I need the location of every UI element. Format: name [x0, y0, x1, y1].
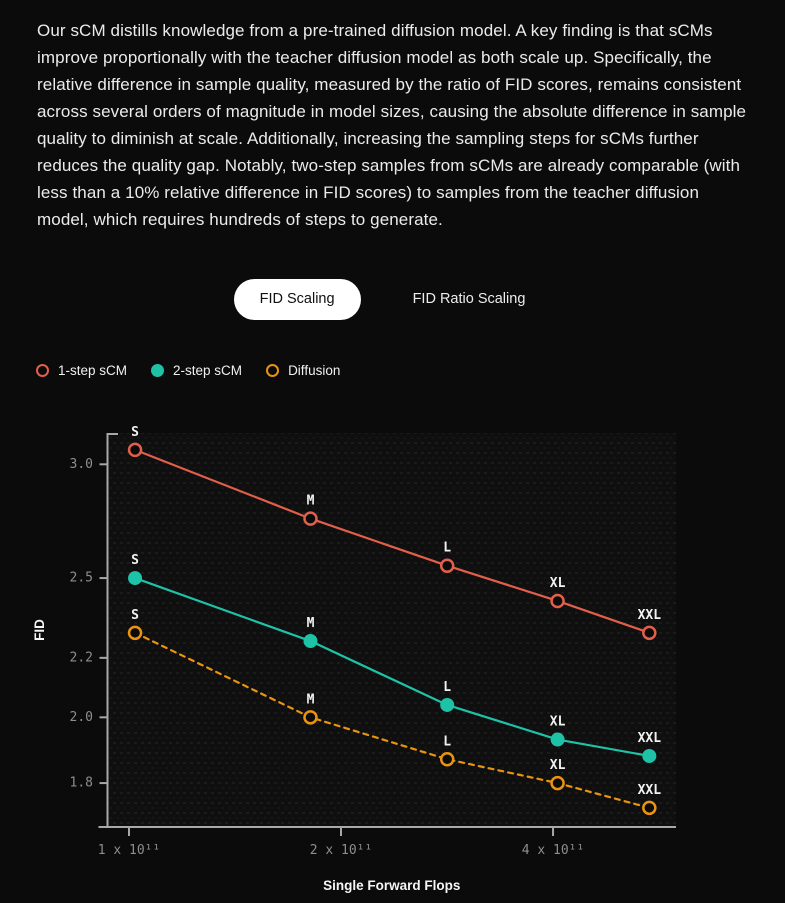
point-label: L	[443, 734, 452, 750]
legend-item-2-step-scm[interactable]	[151, 363, 242, 378]
plot-background	[108, 433, 677, 827]
point-label: S	[131, 607, 139, 623]
x-tick-label: 2 x 10¹¹	[309, 843, 373, 858]
data-point-diffusion-m	[304, 711, 316, 723]
fid-chart-svg	[0, 420, 785, 903]
legend-label-2-step-scm: 2-step sCM	[173, 362, 243, 378]
point-label: M	[306, 692, 315, 708]
legend-marker-1-step-scm-icon	[36, 364, 49, 377]
point-label: XXL	[637, 607, 662, 623]
point-label: M	[306, 493, 315, 509]
data-point-1-step-scm-m	[304, 513, 316, 525]
tab-fid-ratio-scaling[interactable]: FID Ratio Scaling	[387, 279, 552, 320]
point-label: S	[131, 553, 139, 569]
y-axis-title: FID	[32, 619, 47, 641]
y-tick-label: 3.0	[69, 456, 93, 472]
data-point-2-step-scm-s	[128, 571, 142, 585]
data-point-2-step-scm-xl	[551, 733, 565, 747]
data-point-1-step-scm-xl	[552, 595, 564, 607]
point-label: M	[306, 616, 315, 632]
data-point-1-step-scm-xxl	[643, 627, 655, 639]
tab-fid-scaling[interactable]: FID Scaling	[234, 279, 361, 320]
x-axis-title: Single Forward Flops	[323, 878, 461, 893]
legend-marker-2-step-scm-icon	[151, 364, 164, 377]
data-point-1-step-scm-s	[129, 444, 141, 456]
legend-marker-diffusion-icon	[266, 364, 279, 377]
x-tick-label: 4 x 10¹¹	[521, 843, 585, 858]
legend-item-diffusion[interactable]	[266, 363, 340, 378]
y-tick-label: 2.5	[69, 570, 93, 586]
point-label: XXL	[637, 782, 662, 798]
y-tick-label: 2.2	[69, 650, 93, 666]
data-point-2-step-scm-l	[440, 698, 454, 712]
point-label: L	[443, 679, 452, 695]
point-label: XL	[549, 575, 566, 591]
point-label: XXL	[637, 730, 662, 746]
data-point-2-step-scm-m	[303, 634, 317, 648]
chart-legend	[36, 358, 340, 382]
data-point-diffusion-s	[129, 627, 141, 639]
point-label: S	[131, 424, 139, 440]
data-point-2-step-scm-xxl	[642, 749, 656, 763]
data-point-diffusion-xl	[552, 777, 564, 789]
data-point-diffusion-xxl	[643, 802, 655, 814]
legend-label-1-step-scm: 1-step sCM	[58, 362, 128, 378]
data-point-1-step-scm-l	[441, 560, 453, 572]
y-tick-label: 1.8	[69, 775, 93, 791]
point-label: XL	[549, 758, 566, 774]
intro-paragraph: Our sCM distills knowledge from a pre-trained diffusion model. A key finding is that sCMs improve proportionally with the teacher diffusion model as both scale up. Specifically, the relative difference in sample quality, measured by the ratio of FID scores, remains consistent across several orders of magnitude in model sizes, causing the absolute difference in sample quality to diminish at scale. Additionally, increasing the sampling steps for sCMs further reduces the quality gap. Notably, two-step samples from sCMs are already comparable (with less than a 10% relative difference in FID scores) to samples from the teacher diffusion model, which requires hundreds of steps to generate.	[37, 21, 747, 229]
point-label: XL	[549, 714, 566, 730]
fid-scaling-chart	[0, 420, 785, 903]
data-point-diffusion-l	[441, 753, 453, 765]
y-tick-label: 2.0	[69, 709, 93, 725]
tab-group	[0, 279, 785, 320]
x-tick-label: 1 x 10¹¹	[97, 843, 161, 858]
legend-label-diffusion: Diffusion	[288, 362, 341, 378]
point-label: L	[443, 540, 452, 556]
legend-item-1-step-scm[interactable]	[36, 363, 127, 378]
